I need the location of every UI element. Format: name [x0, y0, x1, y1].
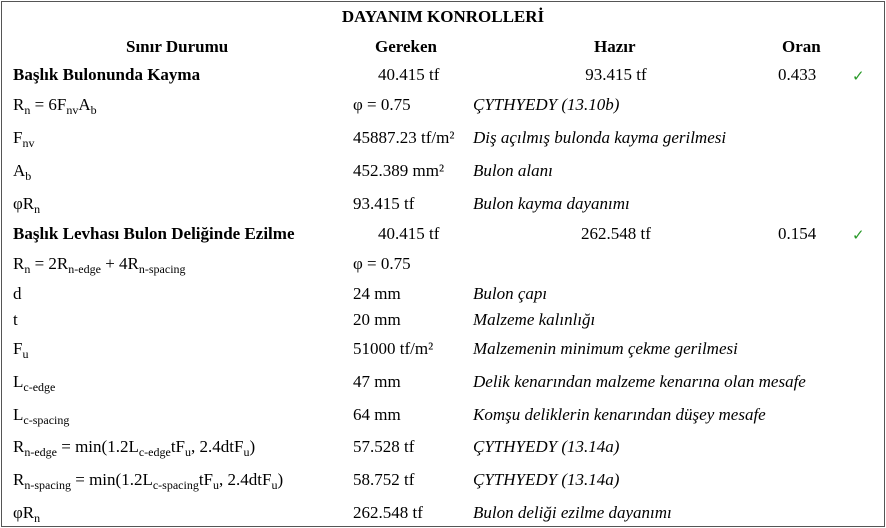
- row-value: 51000 tf/m²: [353, 339, 434, 358]
- header-required: Gereken: [375, 37, 438, 56]
- symbol-lc-edge: $L_{c-edge}$: [13, 372, 56, 394]
- row-value: 24 mm: [353, 284, 401, 303]
- row-note: ÇYTHYEDY (13.10b): [473, 95, 620, 114]
- shear-available: 93.415 tf: [585, 65, 647, 84]
- row-note: Bulon çapı: [473, 284, 548, 303]
- shear-ratio: 0.433: [778, 65, 817, 84]
- row-note: Diş açılmış bulonda kayma gerilmesi: [473, 128, 727, 147]
- symbol-ab: $A_b$: [13, 161, 32, 183]
- bearing-ratio: 0.154: [778, 224, 817, 243]
- table-row: [2, 399, 884, 429]
- page-title: DAYANIM KONROLLERİ: [341, 7, 545, 26]
- bearing-available: 262.548 tf: [581, 224, 651, 243]
- header-limit-state: Sınır Durumu: [126, 37, 229, 56]
- header-ratio: Oran: [782, 37, 821, 56]
- check-icon: ✓: [852, 228, 865, 244]
- symbol-phi-rn-bearing: $\varphi R_n$: [13, 503, 41, 525]
- strength-checks-panel: [1, 1, 885, 527]
- section-shear-summary-row[interactable]: [2, 59, 884, 89]
- formula-rn-bearing: $R_n = 2R_{n-edge} + 4R_{n-spacing}$: [13, 254, 186, 276]
- bearing-required: 40.415 tf: [378, 224, 440, 243]
- row-value: 58.752 tf: [353, 470, 415, 489]
- table-row: [2, 89, 884, 119]
- table-row: [2, 122, 884, 152]
- table-row: [2, 366, 884, 396]
- row-note: ÇYTHYEDY (13.14a): [473, 470, 620, 489]
- row-value: φ = 0.75: [353, 254, 411, 273]
- formula-rn-edge: $R_{n-edge} = \min(1.2L_{c-edge}tF_u$, 2.4dtF$_u$): [13, 437, 256, 459]
- row-value: 93.415 tf: [353, 194, 415, 213]
- row-note: Bulon kayma dayanımı: [473, 194, 630, 213]
- section-bearing-summary-row[interactable]: [2, 218, 884, 248]
- row-note: Komşu deliklerin kenarından düşey mesafe: [473, 405, 766, 424]
- symbol-lc-spacing: $L_{c-spacing}$: [13, 405, 70, 427]
- section-shear-label: Başlık Bulonunda Kayma: [13, 65, 201, 84]
- row-note: Malzeme kalınlığı: [473, 310, 596, 329]
- row-note: Bulon deliği ezilme dayanımı: [473, 503, 672, 522]
- row-value: 47 mm: [353, 372, 401, 391]
- table-row: [2, 248, 884, 278]
- row-note: ÇYTHYEDY (13.14a): [473, 437, 620, 456]
- row-note: Malzemenin minimum çekme gerilmesi: [473, 339, 738, 358]
- row-note: Delik kenarından malzeme kenarına olan mesafe: [473, 372, 806, 391]
- header-available: Hazır: [594, 37, 636, 56]
- row-value: 262.548 tf: [353, 503, 423, 522]
- symbol-phi-rn: $\varphi R_n$: [13, 194, 41, 216]
- row-value: 20 mm: [353, 310, 401, 329]
- check-icon: ✓: [852, 69, 865, 85]
- symbol-d: d: [13, 284, 22, 303]
- formula-rn-spacing: $R_{n-spacing} = \min(1.2L_{c-spacing}tF_u$, 2.4dtF$_u$): [13, 470, 284, 492]
- table-row: [2, 155, 884, 185]
- row-value: 64 mm: [353, 405, 401, 424]
- symbol-fnv: $F_{nv}$: [13, 128, 35, 150]
- row-value: 45887.23 tf/m²: [353, 128, 455, 147]
- formula-rn: $R_n = 6F_{nv}A_b$: [13, 95, 97, 117]
- section-bearing-label: Başlık Levhası Bulon Deliğinde Ezilme: [13, 224, 295, 243]
- table-row: [2, 464, 884, 494]
- table-row: [2, 431, 884, 461]
- table-row: [2, 188, 884, 218]
- symbol-fu: $F_u$: [13, 339, 29, 361]
- row-value: φ = 0.75: [353, 95, 411, 114]
- table-row: [2, 333, 884, 363]
- shear-required: 40.415 tf: [378, 65, 440, 84]
- table-row: [2, 497, 884, 527]
- row-value: 57.528 tf: [353, 437, 415, 456]
- symbol-t: t: [13, 310, 18, 329]
- row-note: Bulon alanı: [473, 161, 553, 180]
- table-row: [2, 304, 884, 334]
- row-value: 452.389 mm²: [353, 161, 445, 180]
